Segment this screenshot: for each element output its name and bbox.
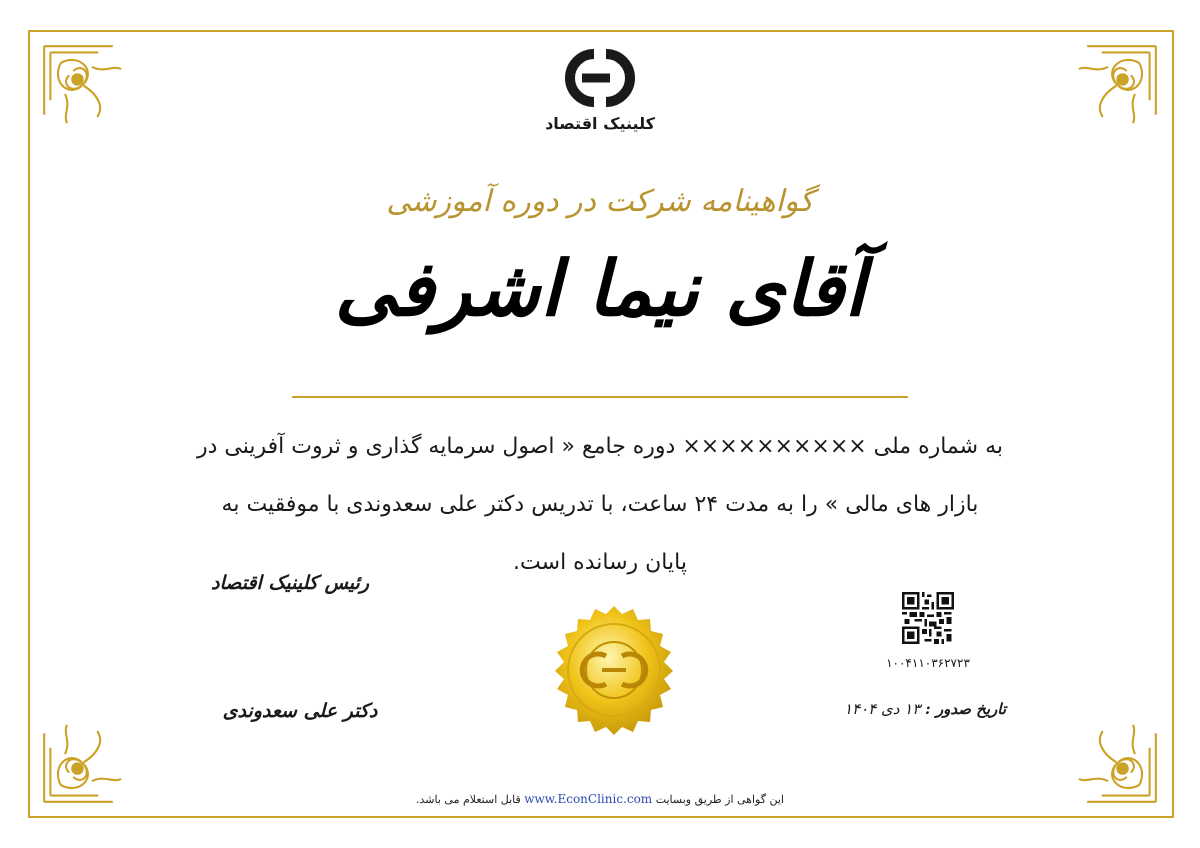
verification-code: ۱۰۰۴۱۱۰۳۶۲۷۲۳ <box>886 656 970 670</box>
footer-text-before: این گواهی از طریق وبسایت <box>655 793 784 806</box>
footer-text-after: قابل استعلام می باشد. <box>416 793 521 806</box>
econ-clinic-logo-icon <box>560 46 640 110</box>
gold-seal-icon <box>540 596 688 744</box>
corner-ornament-icon <box>40 702 144 806</box>
body-line: پایان رسانده است. <box>513 550 687 575</box>
divider <box>292 396 908 398</box>
brand-name: کلینیک اقتصاد <box>545 114 655 133</box>
certificate-subtitle: گواهینامه شرکت در دوره آموزشی <box>386 184 814 219</box>
footer-note <box>330 792 870 806</box>
issue-date <box>840 700 1010 718</box>
body-line: بازار های مالی » را به مدت ۲۴ ساعت، با تدریس دکتر علی سعدوندی با موفقیت به <box>221 492 979 517</box>
signatory-title: رئیس کلینیک اقتصاد <box>210 572 369 594</box>
qr-code-icon[interactable] <box>902 592 954 644</box>
signatory-name: دکتر علی سعدوندی <box>222 700 378 722</box>
corner-ornament-icon <box>1056 42 1160 146</box>
corner-ornament-icon <box>40 42 144 146</box>
issue-date-label: تاریخ صدور : <box>925 700 1007 718</box>
body-line: به شماره ملی ×××××××××× دوره جامع « اصول سرمایه گذاری و ثروت آفرینی در <box>196 434 1003 459</box>
recipient-name: آقای نیما اشرفی <box>334 244 866 333</box>
website-link[interactable]: www.EconClinic.com <box>524 792 653 806</box>
issue-date-value: ۱۳ دی ۱۴۰۴ <box>843 700 921 718</box>
corner-ornament-icon <box>1056 702 1160 806</box>
certificate-body <box>185 418 1015 592</box>
